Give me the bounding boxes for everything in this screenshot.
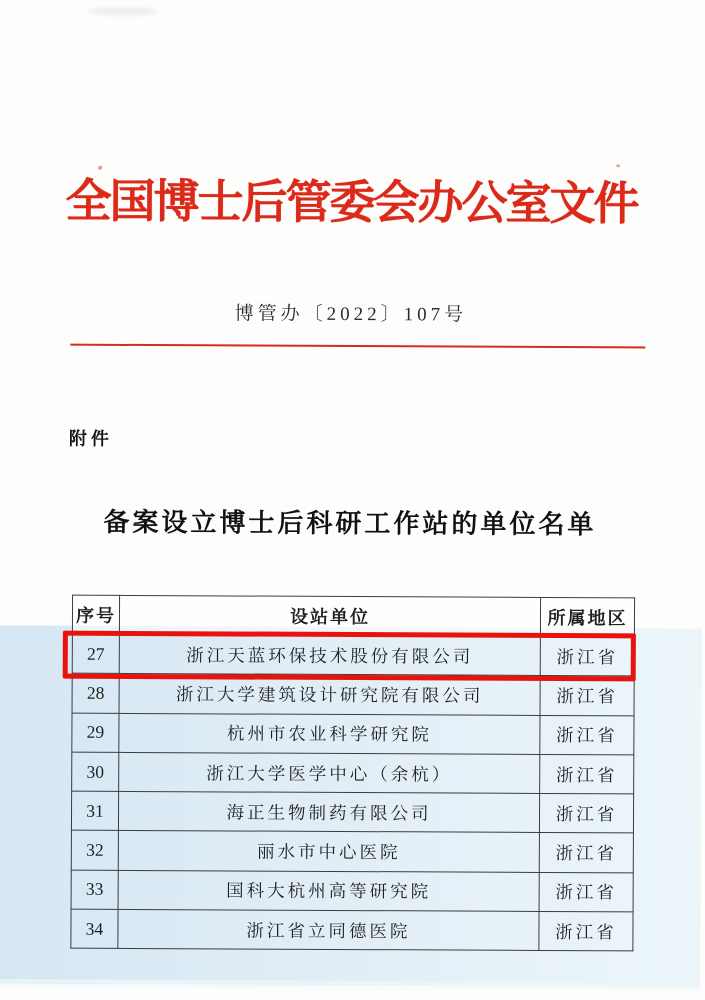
row-unit-cell: 杭州市农业科学研究院	[119, 713, 540, 754]
row-no-cell: 34	[71, 909, 118, 949]
row-unit-cell: 海正生物制药有限公司	[118, 792, 539, 833]
red-header-rule	[70, 344, 645, 349]
row-region-cell: 浙江省	[539, 912, 633, 952]
table-row	[72, 673, 634, 715]
document-number: 博管办〔2022〕107号	[234, 303, 468, 326]
row-region-cell: 浙江省	[539, 794, 633, 834]
row-unit-cell: 浙江大学建筑设计研究院有限公司	[119, 674, 540, 715]
scan-noise-dot	[616, 164, 620, 167]
header-region: 所属地区	[540, 597, 634, 636]
row-no-cell: 32	[71, 831, 118, 871]
document-title: 全国博士后管委会办公室文件	[65, 175, 638, 230]
scan-noise-smudge	[88, 8, 158, 15]
roster-table	[70, 595, 634, 952]
table-row	[72, 752, 634, 794]
row-region-cell: 浙江省	[540, 754, 634, 794]
row-no-cell: 33	[71, 870, 118, 910]
row-no-cell: 27	[72, 634, 119, 674]
table-row	[72, 713, 634, 755]
row-no-cell: 30	[72, 752, 119, 792]
table-row	[71, 870, 633, 912]
row-no-cell: 31	[71, 791, 118, 831]
list-title: 备案设立博士后科研工作站的单位名单	[103, 507, 597, 540]
row-region-cell: 浙江省	[539, 833, 633, 873]
row-region-cell: 浙江省	[540, 636, 634, 676]
header-no: 序号	[72, 595, 119, 634]
row-region-cell: 浙江省	[540, 715, 634, 755]
table-row	[71, 791, 633, 833]
attachment-label: 附件	[68, 428, 113, 449]
table-header-row	[72, 595, 634, 637]
table-row	[71, 909, 633, 951]
row-region-cell: 浙江省	[539, 872, 633, 912]
table-row	[72, 634, 634, 676]
row-unit-cell: 丽水市中心医院	[118, 831, 539, 872]
row-unit-cell: 浙江大学医学中心（余杭）	[119, 752, 540, 793]
row-no-cell: 29	[72, 713, 119, 753]
row-unit-cell: 浙江省立同德医院	[118, 909, 539, 950]
row-region-cell: 浙江省	[540, 676, 634, 716]
row-unit-cell: 浙江天蓝环保技术股份有限公司	[119, 634, 540, 675]
header-unit: 设站单位	[119, 595, 540, 636]
row-no-cell: 28	[72, 673, 119, 713]
row-unit-cell: 国科大杭州高等研究院	[118, 870, 539, 911]
table-row	[71, 831, 633, 873]
